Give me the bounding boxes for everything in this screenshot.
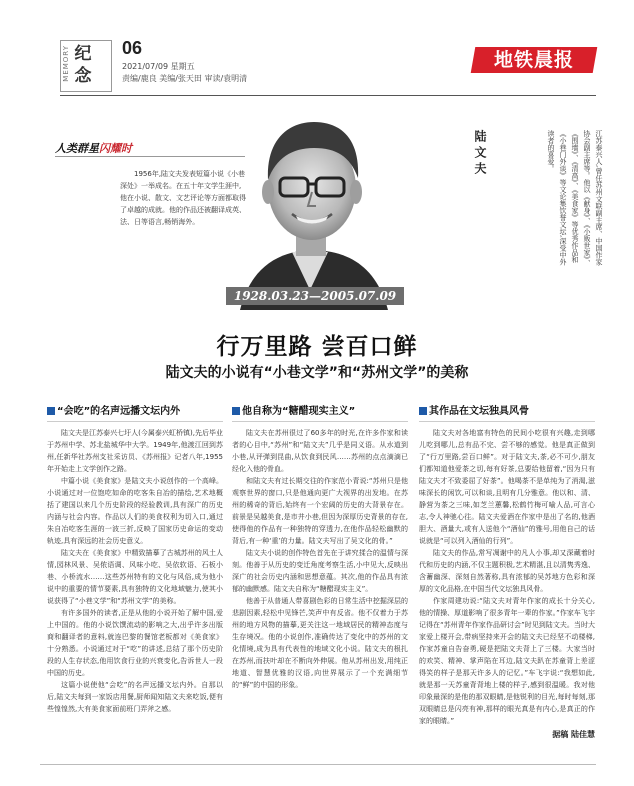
section-badge	[60, 40, 112, 92]
person-bio: 江苏泰兴人,曾任苏州文联副主席、中国作家协会副主席等。他以《献身》、《小贩世家》、《围墙》、《清高》、《美食家》等优秀作品和《小巷门外谈》等文论集饮誉文坛,深受中外读者的喜爱。	[547, 130, 603, 267]
newspaper-logo	[471, 47, 598, 73]
paragraph: 陆文夫在《美食家》中精致描摹了古城苏州的风土人情,园林风景、吴侬语调、风味小吃、吴依软语、石板小巷、小桥流水……这些苏州特有的文化与风俗,成为他小说中的重要的情节要素,具有独特的文化地域魅力,使其小说获得了“小巷文学”和“苏州文学”的美称。	[47, 549, 223, 605]
column-heading-text: 他自称为“糖醋现实主义”	[242, 406, 356, 417]
life-dates: 1928.03.23—2005.07.09	[226, 287, 404, 305]
page-number: 06	[122, 38, 143, 58]
byline: 据稿 陆佳慧	[552, 730, 595, 739]
section-title-cn: 纪念	[74, 44, 92, 86]
series-label	[55, 140, 132, 156]
column-heading	[419, 402, 595, 422]
paragraph: 陆文夫对各地富有特色的民间小吃很有兴趣,走到哪儿吃到哪儿,总有品不完、尝不够的感觉。他是真正做到了“行万里路,尝百口鲜”。对于陆文夫,茶,必不可少,朋友们都知道他爱茶之切,每有好茶,总要给他留着,“因为只有陆文夫才不致委屈了好茶”。他喝茶不是单纯为了消渴,滋味深长的闲饮,可以和谈,且明有几分雅意。他以和、清、静营为茶之三味,如芝兰蕙馨,松鹤竹梅可喻人品,可言心志,令人神驰心往。陆文夫爱酒在作家中是出了名的,他酒胆大、酒量大,或有人送他个“酒仙”的雅号,用他自己的话说就是“可以列入酒仙的行列”。	[419, 429, 595, 545]
portrait-photo	[180, 100, 440, 310]
article-column-2	[232, 402, 408, 691]
bullet-square-icon	[47, 407, 55, 415]
article-column-1	[47, 402, 223, 715]
bullet-square-icon	[232, 407, 240, 415]
issue-date: 2021/07/09 星期五	[122, 62, 195, 71]
column-heading	[232, 402, 408, 422]
paragraph: 陆文夫小说的创作特色首先在于讲究揉合的温情与深刻。他善于从历史的变迁角度考察生活,小中见大,反映出深广的社会历史内涵和思想意蕴。其次,他的作品具有浓郁的幽默感。陆文夫自称为“糖醋现实主义”。	[232, 549, 408, 593]
paragraph: 作家周建功说:“陆文夫对青年作家的成长十分关心,他的情操、厚道影响了很多青年一辈的作家。”作家车飞宇记得在“苏州青年作家作品研讨会”时见到陆文夫。当时大家爱上楼开会,带病坚持来开会的陆文夫已经坚不动楼梯,作家苏童自告奋勇,硬是把陆文夫背上了三楼。大家当时的欢笑、精神、掌声陷在耳边,陆文夫趴在苏童背上差涩得笑的样子是那天许多人的记忆。”车飞宇说:“我想如此,就是那一天苏童背背地上楼的样子,感到很温暖。我对他印象最深的是他的那双眼睛,是他锐利的目光,每时每刻,那双眼睛总是闪亮有神,那样的眼光真是有内心,是真正的作家的眼睛。”	[419, 597, 595, 725]
column-heading	[47, 402, 223, 422]
paragraph: 陆文夫的作品,常写凋谢中的凡人小事,却又深藏着时代和历史的内涵,不仅主题积极,艺术精湛,且以清隽秀逸、含蓄幽深、深刻自然著称,具有浓郁的吴苏地方色彩和深厚的文化品格,在中国当代文坛独具风骨。	[419, 549, 595, 593]
paragraph: 他善于从普通人带喜剧色彩的日常生活中挖掘深层的悲剧因素,轻松中见锋芒,笑声中有反省。他不仅着力于苏州的地方风物的描摹,更关注这一地域居民的精神态度与生存境况。他的小说创作,准确传达了变化中的苏州的文化情境,成为具有代表性的地域文化小说。陆文夫的根扎在苏州,而扶叶却在不断向外伸展。他从苏州出发,用纯正地道、智慧优雅的汉语,向世界展示了一个充满细节的“鲜”的中国的形象。	[232, 597, 408, 689]
column-heading-text: 其作品在文坛独具风骨	[429, 406, 529, 417]
series-label-red: 闪耀时	[99, 142, 132, 155]
intro-paragraph: 1956年,陆文夫发表短篇小说《小巷深处》一举成名。在五十年文学生涯中,他在小说、散文、文艺评论等方面都取得了卓越的成就。他的作品还被翻译成英、法、日等语言,畅销海外。	[120, 170, 246, 226]
column-heading-text: “会吃”的名声远播文坛内外	[57, 406, 181, 417]
subheadline: 陆文夫的小说有“小巷文学”和“苏州文学”的美称	[165, 365, 469, 381]
article-column-3	[419, 402, 595, 740]
headline: 行万里路 尝百口鲜	[216, 333, 418, 360]
paragraph: 有许多国外的读者,正是从他的小说开始了解中国,爱上中国的。他的小说饮馔流动的影响之大,出乎许多出版商和翻译者的意料,就连巴黎的餐馆老板都对《美食家》十分熟悉。小说通过对于“吃”的讲述,总结了那个历史阶段的人生存状态,他用饮食行业的兴衰变化,告诉世人一段中国的历史。	[47, 609, 223, 677]
paragraph: 这篇小说使他“会吃”的名声远播文坛内外。自那以后,陆文夫每到一家饭店用餐,厨师闻知陆文夫来吃饭,便有些惶惶然,大有美食家面前班门弄斧之感。	[47, 681, 223, 713]
editor-credits: 责编/鹿良 美编/张天田 审读/袁明清	[122, 74, 248, 83]
section-title-en: MEMORY	[62, 45, 70, 82]
paragraph: 和陆文夫有过长期交往的作家范小青说:“苏州只是他观察世界的窗口,只是他通向更广大视界的出发地。在苏州的稀奇的背后,始终有一个宏阔的历史的大背景存在。前景是吴越美食,是市井小巷,但因为深厚历史背景的存在,使得他的作品有一种独特的穿透力,在他作品轻松幽默的背后,有一种‘重’的力量。陆文夫写出了吴文化的骨。”	[232, 477, 408, 545]
paragraph: 中篇小说《美食家》是陆文夫小说创作的一个高峰。小说通过对一位饱吃如命的吃客朱自冶的描绘,艺术地概括了建国以来几个历史阶段的经验教训,具有深广的历史内涵与社会内容。作品以人们的美食权利为切入口,通过朱自冶吃客生涯的一波三折,反映了国家历史命运的变动轨迹,具有深远的社会历史意义。	[47, 477, 223, 545]
header-divider	[60, 95, 596, 96]
paragraph: 陆文夫是江苏泰兴七圩人(今属泰兴虹桥镇),先后毕业于苏州中学、苏北盐城华中大学。1949年,他渡江回到苏州,任新华社苏州支社采访员、《苏州报》记者八年,1955年开始走上文学创作之路。	[47, 429, 223, 473]
bullet-square-icon	[419, 407, 427, 415]
paragraph: 陆文夫在苏州很过了60多年的时光,在许多作家和读者的心目中,“苏州”和“陆文夫”几乎是同义语。从水道到小巷,从评弹到昆曲,从饮食到民风……苏州的点点滴滴已经化入他的骨血。	[232, 429, 408, 473]
person-name: 陆文夫	[473, 130, 487, 178]
series-label-black: 人类群星	[55, 142, 99, 155]
logo-text: 地铁晨报	[493, 49, 574, 71]
footer-divider	[40, 764, 596, 765]
